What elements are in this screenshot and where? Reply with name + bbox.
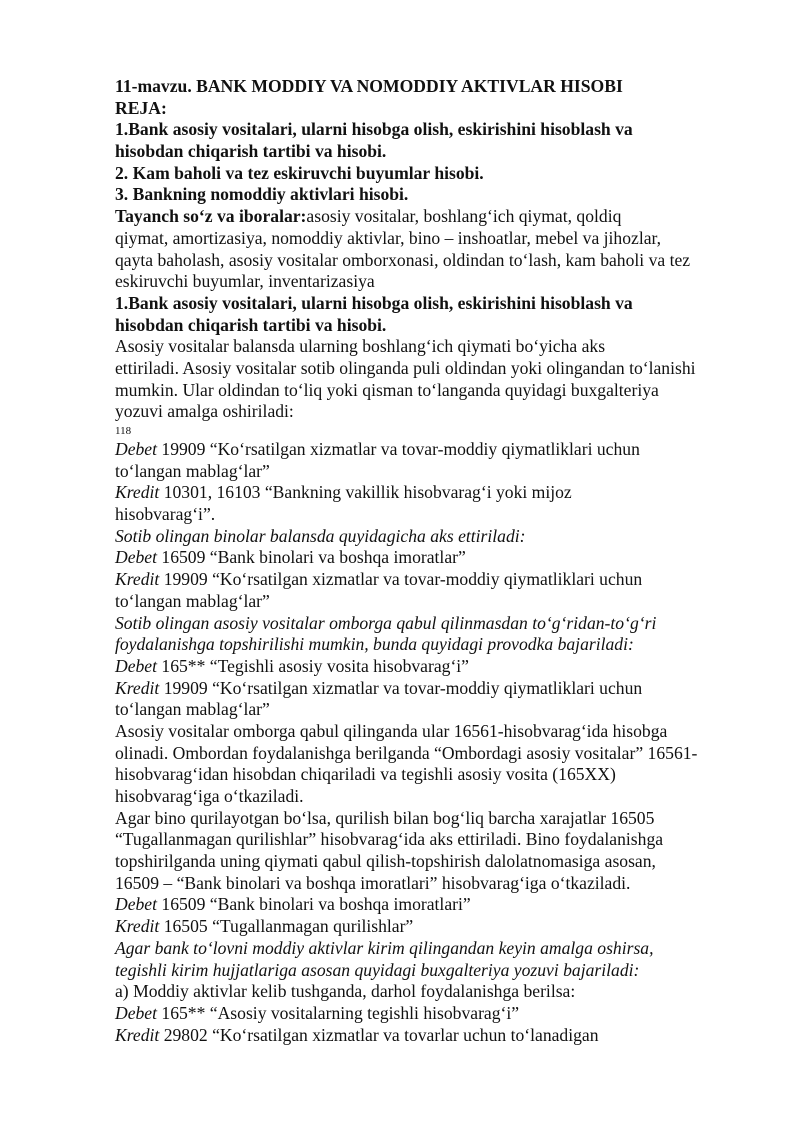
line-text: 19909 “Ko‘rsatilgan xizmatlar va tovar-moddiy qiymatliklari uchun <box>157 439 640 459</box>
text-line <box>115 591 745 613</box>
line-text: Sotib olingan binolar balansda quyidagicha aks ettiriladi: <box>115 525 526 546</box>
line-text: hisobvarag‘iga o‘tkaziladi. <box>115 786 304 806</box>
line-text: qayta baholash, asosiy vositalar omborxonasi, oldindan to‘lash, kam baholi va tez <box>115 249 691 270</box>
line-text: to‘langan mablag‘lar” <box>115 460 270 481</box>
line-text: eskiruvchi buyumlar, inventarizasiya <box>115 271 375 292</box>
line-text: 11-mavzu. BANK MODDIY VA NOMODDIY AKTIVLAR HISOBI <box>115 76 623 96</box>
line-lead: Tayanch so‘z va iboralar: <box>115 206 307 227</box>
line-lead: Kredit <box>115 1024 160 1045</box>
line-text: 16509 “Bank binolari va boshqa imoratlar” <box>157 547 466 568</box>
line-text: 16509 – “Bank binolari va boshqa imoratlari” hisobvarag‘iga o‘tkaziladi. <box>115 872 631 893</box>
text-line <box>115 764 745 786</box>
line-text: “Tugallanmagan qurilishlar” hisobvarag‘ida aks ettiriladi. Bino foydalanishga <box>115 829 664 850</box>
text-line <box>115 401 745 423</box>
text-line <box>115 960 745 982</box>
text-line <box>115 938 745 960</box>
line-lead: Debet <box>115 655 158 676</box>
line-lead: Kredit <box>115 677 160 698</box>
text-line <box>115 894 745 916</box>
line-text: hisobdan chiqarish tartibi va hisobi. <box>115 314 387 335</box>
line-text: 165** “Tegishli asosiy vosita hisobvarag‘i” <box>157 655 469 676</box>
line-text: Agar bino qurilayotgan bo‘lsa, qurilish bilan bog‘liq barcha xarajatlar 16505 <box>115 807 655 828</box>
text-line <box>115 250 745 272</box>
text-line <box>115 526 745 548</box>
line-text: 1.Bank asosiy vositalari, ularni hisobga olish, eskirishini hisoblash va <box>115 119 633 140</box>
text-line <box>115 634 745 656</box>
text-line <box>115 786 745 808</box>
line-text: hisobvarag‘idan hisobdan chiqariladi va tegishli asosiy vosita (165XX) <box>115 764 616 785</box>
line-lead: Debet <box>115 894 158 915</box>
text-line <box>115 76 745 98</box>
line-text: ettiriladi. Asosiy vositalar sotib olinganda puli oldindan yoki olingandan to‘lanishi <box>115 357 696 378</box>
text-line <box>115 293 745 315</box>
line-lead: Kredit <box>115 482 160 503</box>
line-text: 1.Bank asosiy vositalari, ularni hisobga olish, eskirishini hisoblash va <box>115 292 633 313</box>
document-page <box>115 76 745 1046</box>
line-text: Asosiy vositalar omborga qabul qilinganda ular 16561-hisobvarag‘ida hisobga <box>115 720 668 741</box>
line-lead: Debet <box>115 439 158 459</box>
line-lead: Kredit <box>115 916 160 937</box>
line-text: 16505 “Tugallanmagan qurilishlar” <box>159 916 414 937</box>
text-line <box>115 461 745 483</box>
line-text: 16509 “Bank binolari va boshqa imoratlari” <box>157 894 471 915</box>
text-line <box>115 808 745 830</box>
line-text: Asosiy vositalar balansda ularning boshlang‘ich qiymati bo‘yicha aks <box>115 336 606 357</box>
text-line <box>115 119 745 141</box>
text-line <box>115 873 745 895</box>
line-text: topshirilganda uning qiymati qabul qilish-topshirish dalolatnomasiga asosan, <box>115 851 656 872</box>
line-text: Sotib olingan asosiy vositalar omborga qabul qilinmasdan to‘g‘ridan-to‘g‘ri <box>115 612 657 633</box>
page-number <box>115 423 745 439</box>
text-line <box>115 981 745 1003</box>
text-line <box>115 380 745 402</box>
line-lead: Debet <box>115 547 158 568</box>
line-text: 19909 “Ko‘rsatilgan xizmatlar va tovar-moddiy qiymatliklari uchun <box>159 677 643 698</box>
line-text: hisobvarag‘i”. <box>115 504 216 525</box>
text-line <box>115 271 745 293</box>
line-text: 10301, 16103 “Bankning vakillik hisobvarag‘i yoki mijoz <box>159 482 572 503</box>
text-line <box>115 1025 745 1047</box>
text-line <box>115 228 745 250</box>
line-lead: Kredit <box>115 569 160 590</box>
line-text: mumkin. Ular oldindan to‘liq yoki qisman to‘langanda quyidagi buxgalteriya <box>115 379 659 400</box>
line-text: 118 <box>115 425 132 437</box>
line-text: 165** “Asosiy vositalarning tegishli hisobvarag‘i” <box>157 1002 520 1023</box>
line-text: a) Moddiy aktivlar kelib tushganda, darhol foydalanishga berilsa: <box>115 981 576 1002</box>
line-text: Agar bank to‘lovni moddiy aktivlar kirim qilingandan keyin amalga oshirsa, <box>115 937 654 958</box>
text-line <box>115 206 745 228</box>
text-line <box>115 315 745 337</box>
text-line <box>115 613 745 635</box>
text-line <box>115 1003 745 1025</box>
line-text: olinadi. Ombordan foydalanishga berilganda “Ombordagi asosiy vositalar” 16561- <box>115 742 698 763</box>
text-line <box>115 184 745 206</box>
line-text: 3. Bankning nomoddiy aktivlari hisobi. <box>115 184 409 205</box>
line-text: hisobdan chiqarish tartibi va hisobi. <box>115 141 387 162</box>
line-text: REJA: <box>115 97 167 118</box>
line-text: foydalanishga topshirilishi mumkin, bunda quyidagi provodka bajariladi: <box>115 634 634 655</box>
text-line <box>115 699 745 721</box>
text-line <box>115 439 745 461</box>
line-text: to‘langan mablag‘lar” <box>115 699 270 720</box>
line-text: 19909 “Ko‘rsatilgan xizmatlar va tovar-moddiy qiymatliklari uchun <box>159 569 643 590</box>
text-line <box>115 504 745 526</box>
line-text: 29802 “Ko‘rsatilgan xizmatlar va tovarlar uchun to‘lanadigan <box>159 1024 599 1045</box>
text-line <box>115 656 745 678</box>
text-line <box>115 336 745 358</box>
text-line <box>115 141 745 163</box>
text-line <box>115 829 745 851</box>
text-line <box>115 743 745 765</box>
line-text: qiymat, amortizasiya, nomoddiy aktivlar, bino – inshoatlar, mebel va jihozlar, <box>115 227 662 248</box>
text-line <box>115 358 745 380</box>
text-line <box>115 678 745 700</box>
text-line <box>115 721 745 743</box>
text-line <box>115 851 745 873</box>
line-text: tegishli kirim hujjatlariga asosan quyidagi buxgalteriya yozuvi bajariladi: <box>115 959 640 980</box>
line-text: asosiy vositalar, boshlang‘ich qiymat, qoldiq <box>306 206 622 227</box>
text-line <box>115 916 745 938</box>
line-text: yozuvi amalga oshiriladi: <box>115 401 294 422</box>
text-line <box>115 163 745 185</box>
text-line <box>115 569 745 591</box>
line-text: to‘langan mablag‘lar” <box>115 590 270 611</box>
text-line <box>115 547 745 569</box>
text-line <box>115 482 745 504</box>
text-line <box>115 98 745 120</box>
line-text: 2. Kam baholi va tez eskiruvchi buyumlar hisobi. <box>115 162 484 183</box>
line-lead: Debet <box>115 1002 158 1023</box>
